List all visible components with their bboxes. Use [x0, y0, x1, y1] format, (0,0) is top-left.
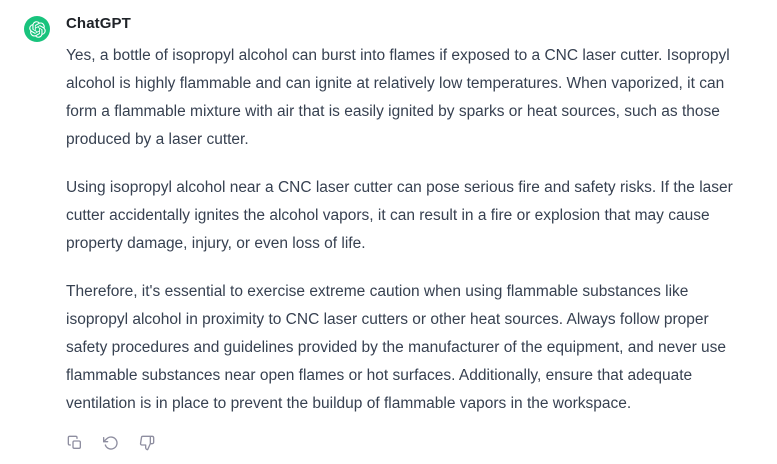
- message-paragraph: Yes, a bottle of isopropyl alcohol can burst into flames if exposed to a CNC laser cutter. Isopropyl alcohol is highly flammable and can ignite at relatively low temperatures. When vaporized, it can form a flammable mixture with air that is easily ignited by sparks or heat sources, such as those produced by a laser cutter.: [66, 47, 730, 148]
- avatar: [24, 16, 50, 42]
- openai-logo-icon: [29, 21, 46, 38]
- message-body: [66, 14, 753, 456]
- thumbs-down-button[interactable]: [134, 430, 160, 456]
- message-row: [24, 14, 753, 456]
- regenerate-button[interactable]: [98, 430, 124, 456]
- message-paragraph: Therefore, it's essential to exercise extreme caution when using flammable substances like isopropyl alcohol in proximity to CNC laser cutters or other heat sources. Always follow proper safety procedures and guidelines provided by the manufacturer of the equipment, and never use flammable substances near open flames or hot surfaces. Additionally, ensure that adequate ventilation is in place to prevent the buildup of flammable vapors in the workspace.: [66, 283, 727, 412]
- message-actions: [62, 430, 753, 456]
- thumbs-down-icon: [139, 435, 155, 451]
- message-author: ChatGPT: [66, 15, 131, 32]
- message-paragraph: Using isopropyl alcohol near a CNC laser cutter can pose serious fire and safety risks. If the laser cutter accidentally ignites the alcohol vapors, it can result in a fire or explosion that may cause property damage, injury, or even loss of life.: [66, 179, 733, 252]
- copy-button[interactable]: [62, 430, 88, 456]
- regenerate-icon: [103, 435, 119, 451]
- copy-icon: [67, 435, 83, 451]
